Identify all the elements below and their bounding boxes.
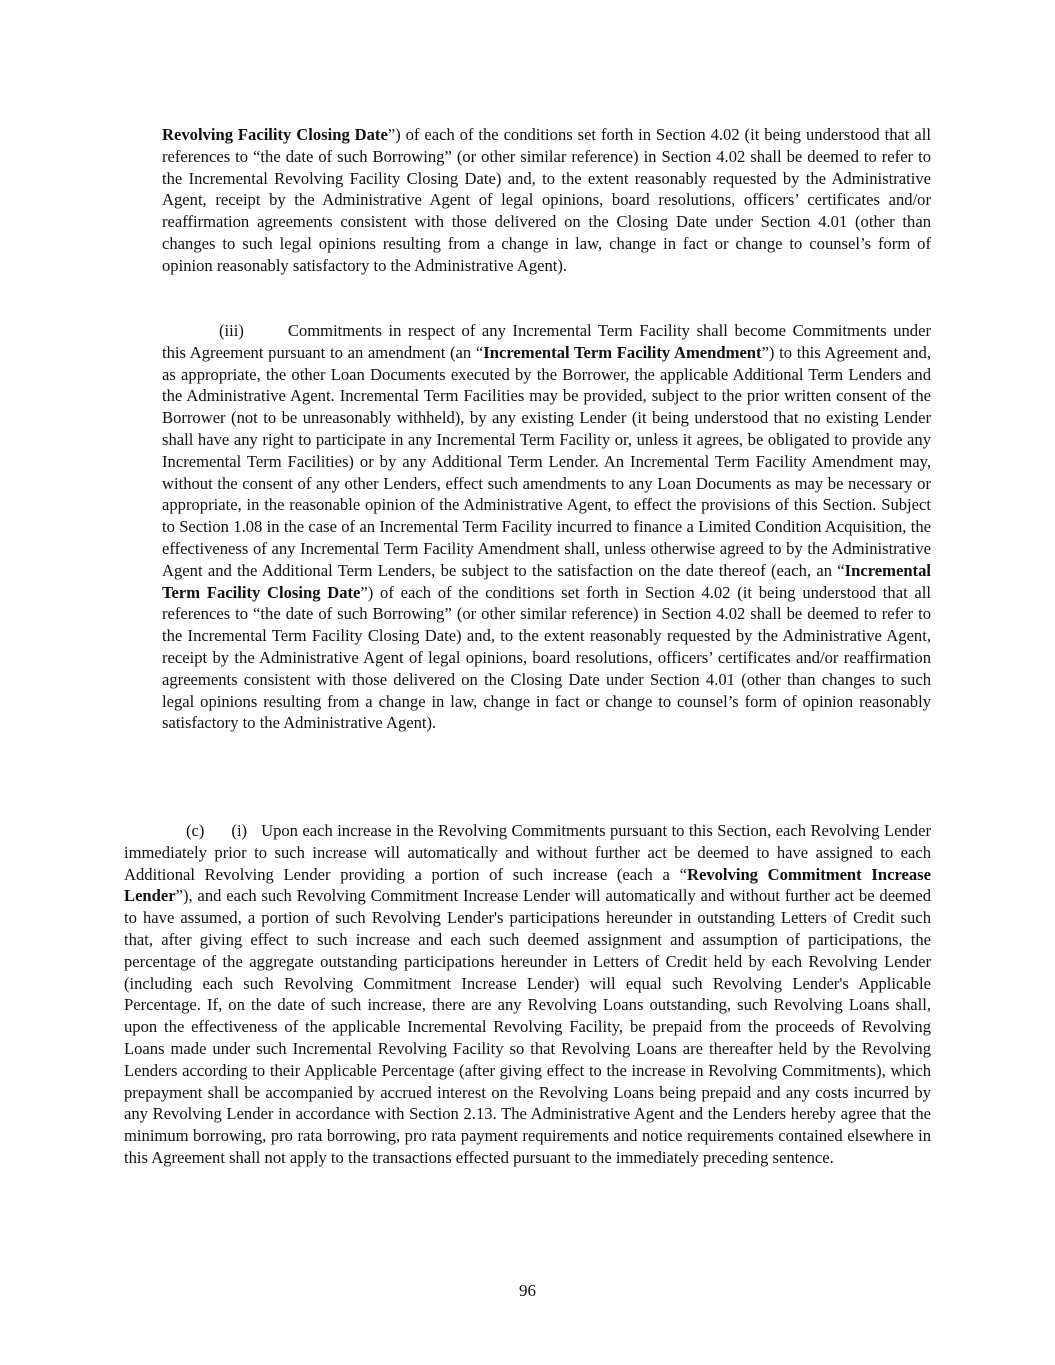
paragraph-enumerator: (i) [231, 821, 248, 840]
defined-term: Incremental Term Facility Closing Date [162, 560, 931, 602]
paragraph-iii-incremental-term [162, 320, 931, 734]
paragraph-text: ”) of each of the conditions set forth in Section 4.02 (it being understood that all references to “the date of such Borrowing” (or other similar reference) in Section 4.02 shall be deemed to refer to the Incremental Term Facility Closing Date) and, to the extent reasonably requested by the Administrative Agent, receipt by the Administrative Agent of legal opinions, board resolutions, officers’ certificates and/or reaffirmation agreements consistent with those delivered on the Closing Date under Section 4.01 (other than changes to such legal opinions resulting from a change in law, change in fact or change to counsel’s form of opinion reasonably satisfactory to the Administrative Agent). [162, 582, 932, 733]
paragraph-enumerator: (iii) [219, 321, 244, 340]
paragraph-enumerator: (c) [186, 821, 205, 840]
page-number: 96 [519, 1281, 536, 1300]
paragraph-text: Upon each increase in the Revolving Commitments pursuant to this Section, each Revolving Lender immediately prior to such increase will automatically and without further act be deemed to have assigned to each Additional Revolving Lender providing a portion of such increase (each a “ [124, 821, 931, 884]
paragraph-c-i-revolving-increase [124, 820, 931, 1169]
paragraph-revolving-closing-date [162, 124, 931, 277]
paragraph-text: ”), and each such Revolving Commitment Increase Lender will automatically and without further act be deemed to have assumed, a portion of such Revolving Lender's participations hereunder in outstanding Letters of Credit such that, after giving effect to such increase and each such deemed assignment and assumption of participations, the percentage of the aggregate outstanding participations hereunder in Letters of Credit held by each Revolving Lender (including each such Revolving Commitment Increase Lender) will equal such Revolving Lender's Applicable Percentage. If, on the date of such increase, there are any Revolving Loans outstanding, such Revolving Loans shall, upon the effectiveness of the applicable Incremental Revolving Facility, be prepaid from the proceeds of Revolving Loans made under such Incremental Revolving Facility so that Revolving Loans are thereafter held by the Revolving Lenders according to their Applicable Percentage (after giving effect to the increase in Revolving Commitments), which prepayment shall be accompanied by accrued interest on the Revolving Loans being prepaid and any costs incurred by any Revolving Lender in accordance with Section 2.13. The Administrative Agent and the Lenders hereby agree that the minimum borrowing, pro rata borrowing, pro rata payment requirements and notice requirements contained elsewhere in this Agreement shall not apply to the transactions effected pursuant to the immediately preceding sentence. [124, 886, 931, 1167]
paragraph-text: ”) to this Agreement and, as appropriate, the other Loan Documents executed by the Borrower, the applicable Additional Term Lenders and the Administrative Agent. Incremental Term Facilities may be provided, subject to the prior written consent of the Borrower (not to be unreasonably withheld), by any existing Lender (it being understood that no existing Lender shall have any right to participate in any Incremental Term Facility or, unless it agrees, be obligated to provide any Incremental Term Facilities) or by any Additional Term Lender. An Incremental Term Facility Amendment may, without the consent of any other Lenders, effect such amendments to any Loan Documents as may be necessary or appropriate, in the reasonable opinion of the Administrative Agent, to effect the provisions of this Section. Subject to Section 1.08 in the case of an Incremental Term Facility incurred to finance a Limited Condition Acquisition, the effectiveness of any Incremental Term Facility Amendment shall, unless otherwise agreed to by the Administrative Agent and the Additional Term Lenders, be subject to the satisfaction on the date thereof (each, an “ [162, 342, 931, 580]
paragraph-text: ”) of each of the conditions set forth in Section 4.02 (it being understood that all references to “the date of such Borrowing” (or other similar reference) in Section 4.02 shall be deemed to refer to the Incremental Revolving Facility Closing Date) and, to the extent reasonably requested by the Administrative Agent, receipt by the Administrative Agent of legal opinions, board resolutions, officers’ certificates and/or reaffirmation agreements consistent with those delivered on the Closing Date under Section 4.01 (other than changes to such legal opinions resulting from a change in law, change in fact or change to counsel’s form of opinion reasonably satisfactory to the Administrative Agent). [162, 125, 932, 275]
defined-term: Incremental Term Facility Amendment [483, 342, 762, 362]
defined-term: Revolving Commitment Increase Lender [124, 864, 931, 906]
defined-term: Revolving Facility Closing Date [162, 125, 388, 144]
paragraph-text: Commitments in respect of any Incremental Term Facility shall become Commitments under this Agreement pursuant to an amendment (an “ [162, 321, 931, 362]
